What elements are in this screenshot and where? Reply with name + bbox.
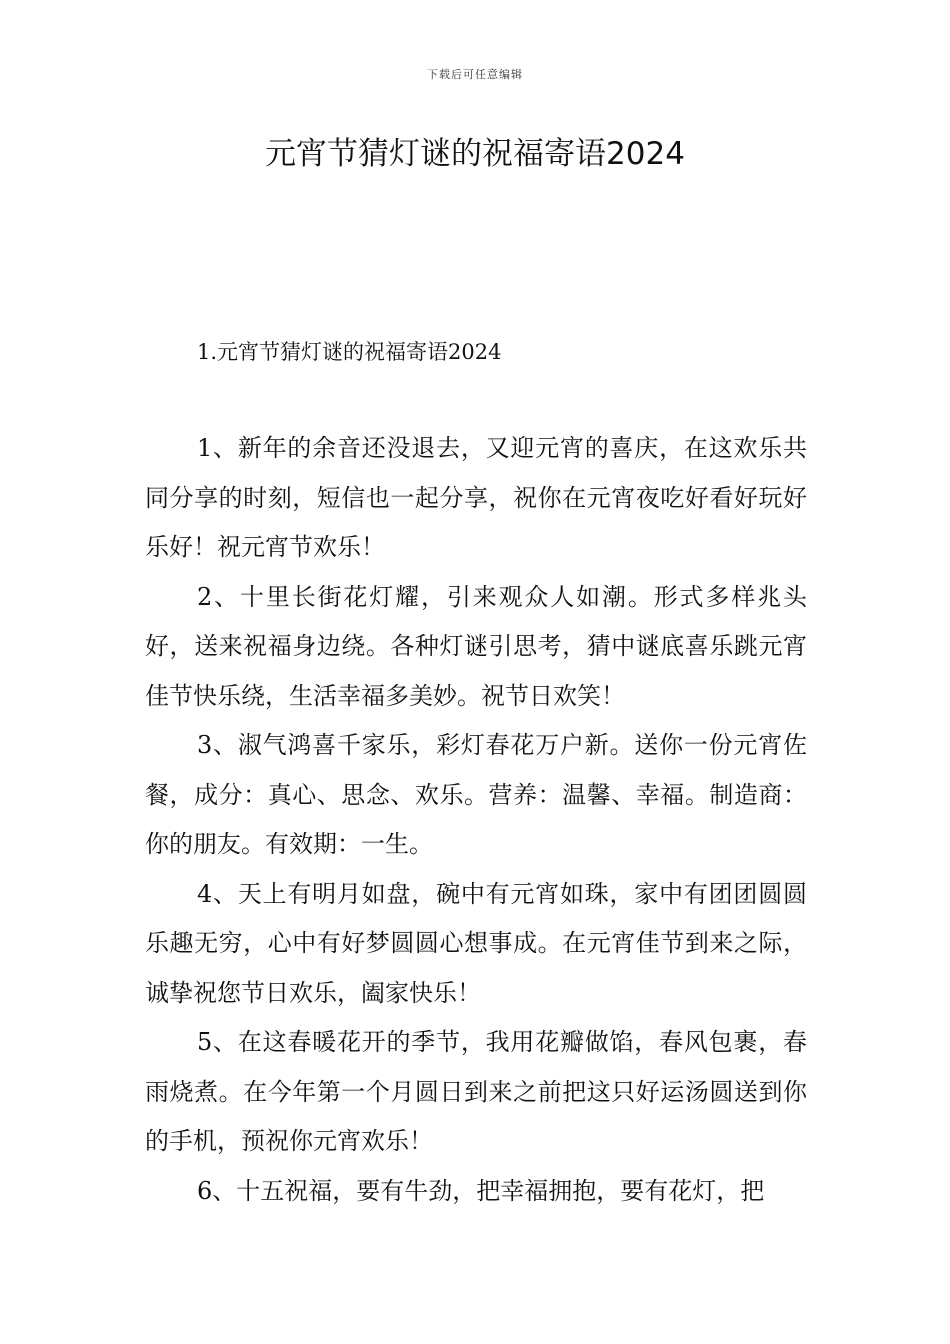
header-note: 下载后可任意编辑 [427,68,523,81]
paragraph-1: 1、新年的余音还没退去，又迎元宵的喜庆，在这欢乐共同分享的时刻，短信也一起分享，祝你在元宵夜吃好看好玩好乐好！祝元宵节欢乐！ [145,434,807,561]
paragraph-6: 6、十五祝福，要有牛劲，把幸福拥抱，要有花灯，把 [197,1176,765,1205]
body-text [145,424,807,1216]
paragraph-5: 5、在这春暖花开的季节，我用花瓣做馅，春风包裹，春雨烧煮。在今年第一个月圆日到来之前把这只好运汤圆送到你的手机，预祝你元宵欢乐！ [145,1028,807,1155]
paragraph-2: 2、十里长街花灯耀，引来观众人如潮。形式多样兆头好，送来祝福身边绕。各种灯谜引思考，猜中谜底喜乐跳元宵佳节快乐绕，生活幸福多美妙。祝节日欢笑！ [145,582,807,710]
document-title: 元宵节猜灯谜的祝福寄语2024 [265,136,685,172]
paragraph-4: 4、天上有明月如盘，碗中有元宵如珠，家中有团团圆圆乐趣无穷，心中有好梦圆圆心想事成。在元宵佳节到来之际，诚挚祝您节日欢乐，阖家快乐！ [145,879,807,1007]
section-heading: 1.元宵节猜灯谜的祝福寄语2024 [197,340,502,364]
paragraph-3: 3、淑气鸿喜千家乐，彩灯春花万户新。送你一份元宵佐餐，成分：真心、思念、欢乐。营养：温馨、幸福。制造商：你的朋友。有效期：一生。 [145,731,807,858]
